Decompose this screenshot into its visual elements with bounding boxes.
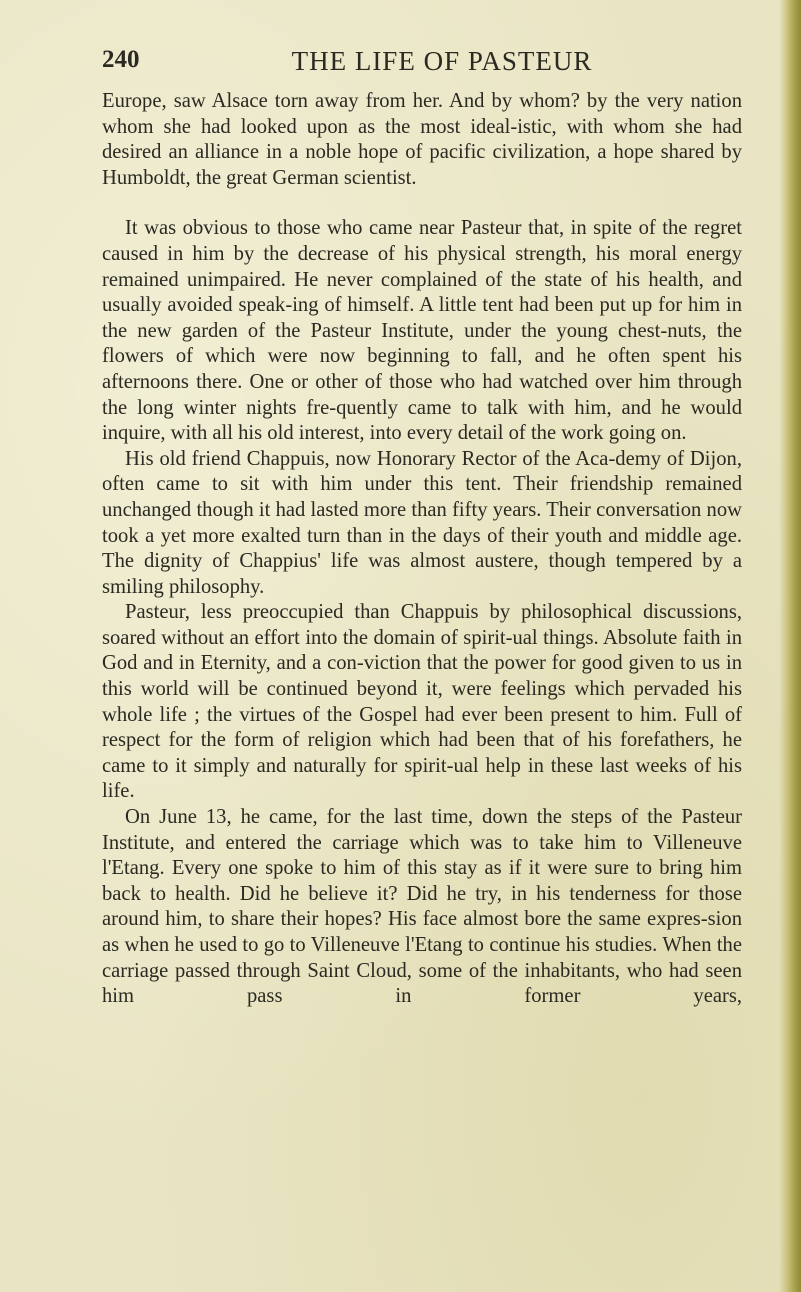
body-text [102, 89, 742, 1010]
paragraph-1: Europe, saw Alsace torn away from her. And by whom? by the very nation whom she had looked upon as the most ideal-istic, with whom she had desired an alliance in a noble hope of pacific civilization, a hope shared by Humboldt, the great German scientist. [102, 90, 742, 189]
page-header [102, 46, 742, 82]
page-number: 240 [102, 46, 140, 73]
paragraph-4: Pasteur, less preoccupied than Chappuis by philosophical discussions, soared without an effort into the domain of spirit-ual things. Absolute faith in God and in Eternity, and a con-viction that the power for good given to us in this world will be continued beyond it, were feelings which pervaded his whole life ; the virtues of the Gospel had ever been present to him. Full of respect for the form of religion which had been that of his forefathers, he came to it simply and naturally for spirit-ual help in these last weeks of his life. [102, 601, 742, 803]
paragraph-2: It was obvious to those who came near Pasteur that, in spite of the regret caused in him by the decrease of his physical strength, his moral energy remained unimpaired. He never complained of the state of his health, and usually avoided speak-ing of himself. A little tent had been put up for him in the new garden of the Pasteur Institute, under the young chest-nuts, the flowers of which were now beginning to fall, and he often spent his afternoons there. One or other of those who had watched over him through the long winter nights fre-quently came to talk with him, and he would inquire, with all his old interest, into every detail of the work going on. [102, 217, 742, 445]
paragraph-5: On June 13, he came, for the last time, down the steps of the Pasteur Institute, and entered the carriage which was to take him to Villeneuve l'Etang. Every one spoke to him of this stay as if it were sure to bring him back to health. Did he believe it? Did he try, in his tenderness for those around him, to share their hopes? His face almost bore the same expres-sion as when he used to go to Villeneuve l'Etang to continue his studies. When the carriage passed through Saint Cloud, some of the inhabitants, who had seen him pass in former years, [102, 806, 742, 1008]
paragraph-3: His old friend Chappuis, now Honorary Rector of the Aca-demy of Dijon, often came to sit with him under this tent. Their friendship remained unchanged though it had lasted more than fifty years. Their conversation now took a yet more exalted turn than in the days of their youth and middle age. The dignity of Chappius' life was almost austere, though tempered by a smiling philosophy. [102, 447, 742, 598]
page-edge-shadow [779, 0, 801, 1292]
running-head: THE LIFE OF PASTEUR [291, 46, 593, 76]
